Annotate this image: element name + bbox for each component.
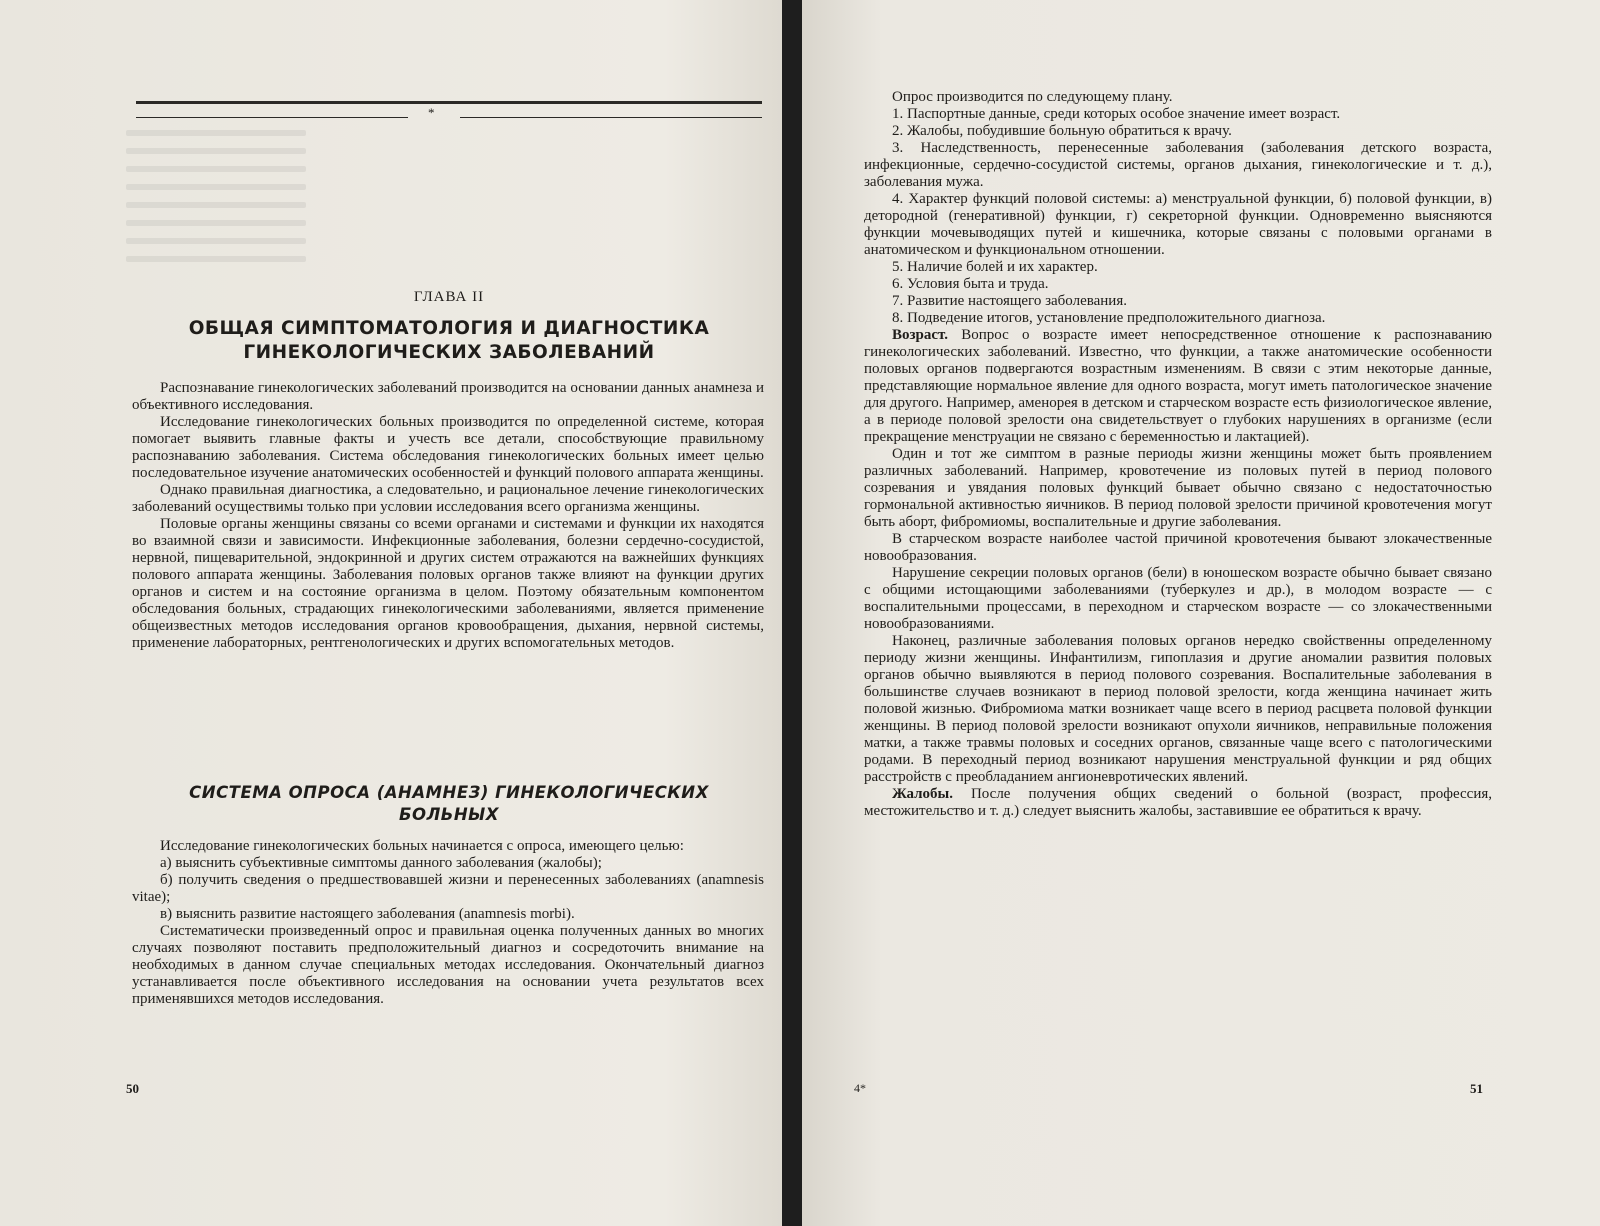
header-rule	[136, 101, 762, 104]
list-item: 8. Подведение итогов, установление предположительного диагноза.	[892, 310, 1326, 326]
paragraph: Один и тот же симптом в разные периоды жизни женщины может быть проявлением различных заболеваний. Например, кровотечение из половых путей в период полового созревания и увядания половых функций бывает обычно связано с недостаточностью гормональной активностью яичников. В период половой зрелости причиной кровотечения могут быть аборт, фибромиомы, воспалительные и другие заболевания.	[864, 446, 1492, 530]
header-subrule-left	[136, 117, 408, 118]
age-text: Вопрос о возрасте имеет непосредственное отношение к распознаванию гинекологических заболеваний. Известно, что функции, а также анатомические особенности половых органов подвергаются возрастным изменениям. В связи с этим некоторые данные, представляющие нормальное явление для одного возраста, могут иметь патологическое значение для другого. Например, аменорея в детском и старческом возрасте есть физиологическое явление, а в периоде половой зрелости она свидетельствует о глубоких нарушениях в организме (если прекращение менструации не связано с беременностью и лактацией).	[864, 327, 1492, 445]
paragraph	[864, 786, 1492, 820]
paragraph: Исследование гинекологических больных начинается с опроса, имеющего целью:	[160, 838, 684, 854]
paragraph: Половые органы женщины связаны со всеми органами и системами и функции их находятся во взаимной связи и зависимости. Инфекционные заболевания, болезни сердечно-сосудистой, нервной, пищеварительной, эндокринной и других систем отражаются на важнейших функциях полового аппарата женщины. Заболевания половых органов также влияют на функции других органов и систем и на состояние организма в целом. Поэтому обязательным компонентом обследования больных, страдающих гинекологическими заболеваниями, является применение общеизвестных методов исследования органов кровообращения, дыхания, нервной системы, применение лабораторных, рентгенологических и других вспомогательных методов.	[132, 516, 764, 651]
paragraph: Нарушение секреции половых органов (бели) в юношеском возрасте обычно бывает связано с общими истощающими заболеваниями (туберкулез и др.), в молодом возрасте — с воспалительными процессами, в переходном и старческом возрасте — со злокачественными новообразованиями.	[864, 565, 1492, 632]
right-page-text	[864, 89, 1492, 820]
list-item: 2. Жалобы, побудившие больную обратиться к врачу.	[892, 123, 1232, 139]
age-heading: Возраст.	[892, 327, 949, 343]
list-item: 4. Характер функций половой системы: а) менструальной функции, б) половой функции, в) детородной (генеративной) функции, г) секреторной функции. Одновременно выясняются функции мочевыводящих путей и кишечника, которые связаны с половыми органами в анатомическом и функциональном отношении.	[864, 191, 1492, 258]
chapter-title-line-1: ОБЩАЯ СИМПТОМАТОЛОГИЯ И ДИАГНОСТИКА	[188, 318, 710, 339]
header-subrule-right	[460, 117, 762, 118]
page-number: 51	[1470, 1081, 1483, 1096]
list-item: 7. Развитие настоящего заболевания.	[892, 293, 1127, 309]
right-page	[802, 0, 1600, 1226]
chapter-title-line-2: ГИНЕКОЛОГИЧЕСКИХ ЗАБОЛЕВАНИЙ	[243, 342, 655, 363]
show-through-text	[126, 118, 306, 278]
section-title	[136, 782, 762, 826]
paragraph	[864, 327, 1492, 446]
paragraph: Исследование гинекологических больных производится по определенной системе, которая помогает выявить главные факты и учесть все детали, способствующие правильному распознаванию заболевания. Система обследования гинекологических больных имеет целью последовательное изучение анатомических особенностей и функций полового аппарата женщины.	[132, 414, 764, 481]
anamnesis-text	[132, 838, 764, 1008]
paragraph: В старческом возрасте наиболее частой причиной кровотечения бывают злокачественные новообразования.	[864, 531, 1492, 564]
left-page	[0, 0, 782, 1226]
list-item: в) выяснить развитие настоящего заболевания (anamnesis morbi).	[160, 906, 575, 922]
paragraph: Опрос производится по следующему плану.	[892, 89, 1173, 105]
list-item: 1. Паспортные данные, среди которых особое значение имеет возраст.	[892, 106, 1341, 122]
paragraph: Систематически произведенный опрос и правильная оценка полученных данных во многих случаях позволяют поставить предположительный диагноз и сосредоточить внимание на необходимых в данном случае специальных методах исследования. Окончательный диагноз устанавливается после объективного исследования на основании учета результатов всех применявшихся методов исследования.	[132, 923, 764, 1007]
signature-mark: 4*	[854, 1081, 866, 1095]
paragraph: Наконец, различные заболевания половых органов нередко свойственны определенному периоду жизни женщины. Инфантилизм, гипоплазия и другие аномалии развития половых органов обычно выявляются в период полового созревания. Воспалительные заболевания в большинстве случаев возникают в период половой зрелости, когда женщина начинает жить половой жизнью. Фибромиома матки возникает чаще всего в период расцвета половой функции женщины. В период половой зрелости возникают опухоли яичников, неправильные положения матки, а также травмы половых и соседних органов, связанные чаще всего с патологическими родами. В переходный период возникают нарушения менструальной функции и ряд общих расстройств с преобладанием ангионевротических явлений.	[864, 633, 1492, 785]
complaints-text: После получения общих сведений о больной (возраст, профессия, местожительство и т. д.) следует выяснить жалобы, заставившие ее обратиться к врачу.	[864, 786, 1492, 819]
chapter-title	[136, 317, 762, 365]
intro-text	[132, 380, 764, 652]
chapter-label: ГЛАВА II	[413, 289, 485, 305]
list-item: 6. Условия быта и труда.	[892, 276, 1049, 292]
section-title-line-2: БОЛЬНЫХ	[398, 805, 499, 824]
paragraph: Распознавание гинекологических заболеваний производится на основании данных анамнеза и объективного исследования.	[132, 380, 764, 413]
list-item: а) выяснить субъективные симптомы данного заболевания (жалобы);	[160, 855, 602, 871]
complaints-heading: Жалобы.	[892, 786, 953, 802]
paragraph: Однако правильная диагностика, а следовательно, и рациональное лечение гинекологических заболеваний осуществимы только при условии исследования всего организма женщины.	[132, 482, 764, 515]
page-number: 50	[126, 1081, 139, 1096]
list-item: б) получить сведения о предшествовавшей жизни и перенесенных заболеваниях (anamnesis vitae);	[132, 872, 764, 905]
section-title-line-1: СИСТЕМА ОПРОСА (АНАМНЕЗ) ГИНЕКОЛОГИЧЕСКИХ	[189, 783, 709, 802]
header-ornament-star: *	[428, 105, 435, 120]
list-item: 3. Наследственность, перенесенные заболевания (заболевания детского возраста, инфекционные, сердечно-сосудистой системы, органов дыхания, гинекологические и т. д.), заболевания мужа.	[864, 140, 1492, 190]
list-item: 5. Наличие болей и их характер.	[892, 259, 1098, 275]
